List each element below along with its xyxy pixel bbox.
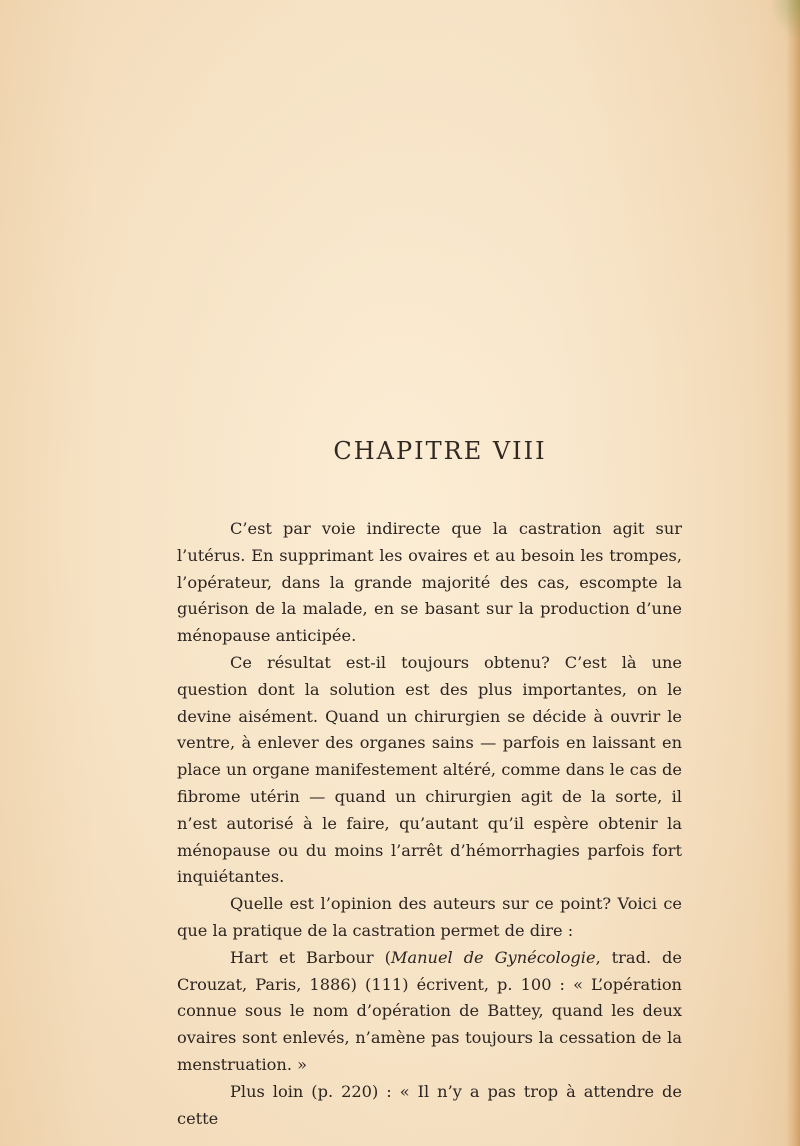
- paragraph: [177, 945, 682, 1079]
- page-corner-stain: [770, 0, 800, 40]
- paragraph: C’est par voie indirecte que la castration agit sur l’utérus. En supprimant les ovaires et au besoin les trompes, l’opérateur, dans la grande majorité des cas, escompte la guérison de la malade, en se basant sur la production d’une ménopause anticipée.: [177, 519, 682, 646]
- chapter-title: CHAPITRE VIII: [333, 437, 547, 466]
- paragraph: Plus loin (p. 220) : « Il n’y a pas trop à attendre de cette: [177, 1081, 682, 1128]
- paragraph-text: , trad. de Crouzat, Paris, 1886) (111) écrivent, p. 100 : « L’opération connue sous le nom d’opération de Battey, quand les deux ovaires sont enlevés, n’amène pas toujours la cessation de la menstruation. »: [177, 947, 682, 1074]
- paragraph: Quelle est l’opinion des auteurs sur ce point? Voici ce que la pratique de la castration permet de dire :: [177, 894, 682, 940]
- paragraph: Ce résultat est-il toujours obtenu? C’est là une question dont la solution est des plus importantes, on le devine aisément. Quand un chirurgien se décide à ouvrir le ventre, à enlever des organes sains — parfois en laissant en place un organe manifestement altéré, comme dans le cas de fibrome utérin — quand un chirurgien agit de la sorte, il n’est autorisé à le faire, qu’autant qu’il espère obtenir la ménopause ou du moins l’arrêt d’hémorrhagies parfois fort inquiétantes.: [177, 652, 682, 887]
- page-edge-shadow: [786, 0, 800, 1146]
- paragraph-text: Hart et Barbour (: [230, 947, 391, 967]
- body-text: [177, 516, 682, 1132]
- book-title: Manuel de Gynécologie: [390, 947, 596, 967]
